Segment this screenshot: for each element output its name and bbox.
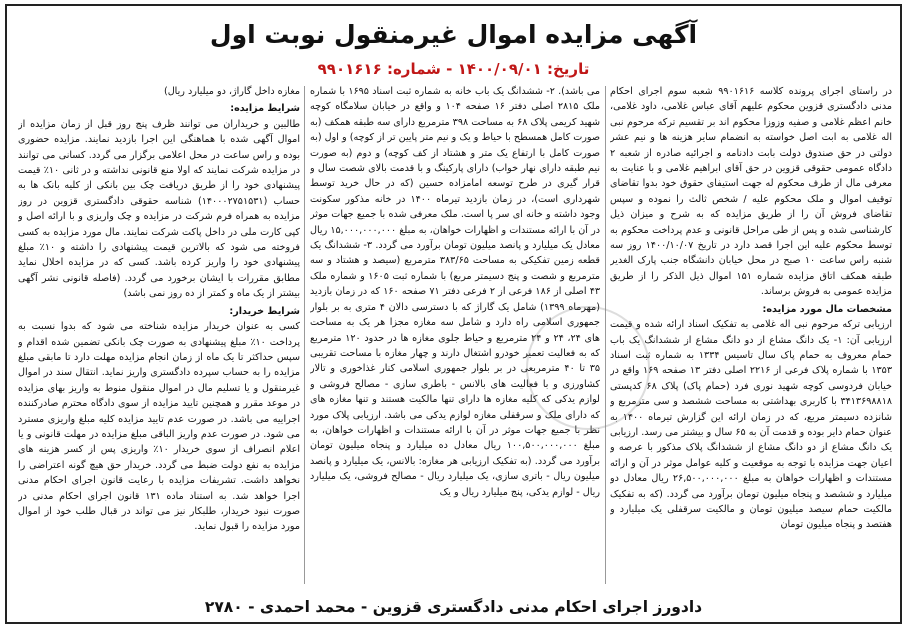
buyer-terms-paragraph: کسی به عنوان خریدار مزایده شناخته می شود که بدوا نسبت به پرداخت ۱۰٪ مبلغ پیشنهادی به صورت چک بانکی تضمین شده اقدام و سپس حداکثر تا یک ماه از زمان انجام مزایده مهلت دارد تا مابقی مبلغ مزایده را به حساب سپرده دادگستری واریز نماید. انتقال سند در اموال غیرمنقول و یا تسلیم مال در اموال منقول منوط به واریز بهای مزایده در موعد مقرر و همچنین تایید مزایده از سوی دادگاه محترم صادرکننده اجراییه می باشد. در صورت عدم تایید مزایده کلیه مبلغ واریزی مسترد می شود. در صورت عدم واریز الباقی مبلغ مزایده در مهلت قانونی و یا اعلام انصراف از سوی خریدار ۱۰٪ واریزی پس از کسر هزینه های مزایده به نفع دولت ضبط می گردد. خریدار حق هیچ گونه اعتراضی را نخواهد داشت. تشریفات مزایده با رعایت قانون اجرای احکام مدنی اجرا خواهد شد. به استناد ماده ۱۳۱ قانون اجرای احکام مدنی در صورت نبود خریدار، طلبکار نیز می تواند در قبال طلب خود از اموال مورد مزایده را قبول نماید. — [18, 321, 300, 533]
page-title: آگهی مزایده اموال غیرمنقول نوبت اول — [209, 20, 698, 49]
column-divider — [605, 86, 606, 584]
signature-line: دادورز اجرای احکام مدنی دادگستری قزوین - محمد احمدی - ۲۷۸۰ — [204, 598, 703, 616]
notice-page — [5, 4, 902, 624]
property-spec-heading: مشخصات مال مورد مزایده: — [762, 303, 892, 315]
auction-terms-heading: شرایط مزایده: — [230, 103, 300, 115]
column-left — [18, 84, 300, 584]
date-number-line: تاریخ: ۱۴۰۰/۰۹/۰۱ - شماره: ۹۹۰۱۶۱۶ — [317, 60, 590, 78]
column-divider — [304, 86, 305, 584]
property-details-paragraph: می باشد). ۲- ششدانگ یک باب خانه به شماره ثبت اسناد ۱۶۹۵ با شماره ملک ۲۸۱۵ اصلی دفتر ۱۶ صفحه ۱۰۴ و واقع در خیابان سلامگاه کوچه شهید کریمی پلاک ۶۸ به مساحت ۳۹۸ مترمربع دارای سه طبقه همکف (به صورت کامل همسطح با حیاط و یک و نیم متر پایین تر از کوچه) و اول (به صورت کامل با ارتفاع یک متر و هشتاد از کف کوچه) و دوم (به صورت نیم طبقه دارای نهار خواب) دارای پارکینگ و با قدمت بالای شصت سال و قرار گیری در طرح توسعه امامزاده حسین (که در حال خرید توسط شهرداری است)، در زمان بازدید تیرماه ۱۴۰۰ در خانه مذکور سکونت وجود داشته و خانه ای سر پا است. ملک معرفی شده با جمیع جهات موثر در آن با ارائه مستندات و اظهارات خواهان، به مبلغ ۱۵,۰۰۰,۰۰۰,۰۰۰ ریال معادل یک میلیارد و پانصد میلیون تومان برآورد می گردد. ۳- ششدانگ یک قطعه زمین تفکیکی به مساحت ۳۸۳/۶۵ مترمربع (سیصد و هشتاد و سه مترمربع و شصت و پنج دسیمتر مربع) با شماره ثبت ۱۶۰۵ و شماره ملک ۴۳ اصلی از ۱۸۶ فرعی از ۲ فرعی دفتر ۷۱ صفحه ۱۶۰ که در زمان بازدید (مهرماه ۱۳۹۹) شامل یک گاراژ که با دسترسی دالان ۴ متری به بر بلوار جمهوری اسلامی راه دارد و شامل سه مغازه مجزا هر یک به مساحت های ۲۴، ۲۴ و ۲۴ مترمربع و حیاط جلوی مغازه ها در حدود ۱۲۰ مترمربع که به فعالیت تعمیر خودرو اشتغال دارند و چهار مغازه با مساحت تقریبی ۳۵ تا ۴۰ مترمربعی در بر بلوار جمهوری اسلامی کنار غذاخوری و تالار کشاورزی و با فعالیت های بالانس - باطری سازی - مصالح فروشی و لوازم یدکی که کلیه مغازه ها دارای تنها مالکیت هستند و تنها مغازه های که دارای ملک و سرقفلی مغازه لوازم یدکی می باشد. ارزیابی پلاک مورد نظر با جمیع جهات موثر در آن با ارائه مستندات و اظهارات خواهان، به مبلغ ۱۰۰,۵۰۰,۰۰۰,۰۰۰ ریال معادل ده میلیارد و پنجاه میلیون تومان برآورد می گردد. (به تفکیک ارزیابی هر مغازه: بالانس، یک میلیارد و پانصد میلیون ریال - باتری سازی، یک میلیارد ریال - مصالح فروشی، یک میلیارد ریال - لوازم یدکی، پنج میلیارد ریال و یک — [310, 86, 600, 498]
auction-terms-paragraph: طالبین و خریداران می توانند ظرف پنج روز قبل از زمان مزایده از اموال آگهی شده با هماهنگی این اجرا بازدید نمایند. مزایده حضوری بوده و راس ساعت در محل اعلامی برگزار می گردد. کسانی می توانند در مزایده شرکت نمایند که اولا منع قانونی نداشته و در ثانی ۱۰٪ قیمت پیشنهادی خود را از طریق دریافت چک بین بانکی از کلیه بانک ها به حساب (۱۴۰۰۰۲۷۵۱۵۳۱) شناسه حقوقی دادگستری قزوین در روز مزایده به همراه فرم شرکت در مزایده و چک واریزی و با ارائه اصل و کپی کارت ملی در داخل پاکت شرکت نمایند. مال مورد مزایده به کسی فروخته می شود که بالاترین قیمت پیشنهادی را داشته و ۱۰٪ مبلغ پیشنهادی خود را واریز کرده باشد. کسی که در مزایده اخلال نماید مطابق مقررات با ایشان برخورد می گردد. (فاصله قانونی نشر آگهی بیشتر از یک ماه و کمتر از ده روز نمی باشد) — [18, 118, 300, 300]
column-middle — [310, 84, 600, 584]
intro-paragraph: در راستای اجرای پرونده کلاسه ۹۹۰۱۶۱۶ شعبه سوم اجرای احکام مدنی دادگستری قزوین محکوم علیهم آقای عباس غلامی، داود غلامی، خانم اعظم غلامی و صفیه وزوزا محکوم اند بر تقسیم ترکه مرحوم نبی اله غلامی به ابت اصل خواسته به انضمام سایر هزینه ها و نیم عشر دولتی در حق صندوق دولت بابت دادنامه و اجرائیه صادره از شعبه ۲ دادگاه عمومی حقوقی قزوین در حق آقای ابراهیم غلامی و با عنایت به معرفی مال از طرف محکوم له جهت استیفای حقوق خود بدوا تقاضای توقیف اموال و ملک محکوم علیه / شخص ثالث را نموده و سپس تقاضای فروش آن را از طریق مزایده که به شرح و میزان ذیل کارشناسی شده و پس از طی مراحل قانونی و عدم پرداخت محکوم به توسط محکوم علیه این اجرا قصد دارد در تاریخ ۱۴۰۰/۱۰/۰۷ روز سه شنبه راس ساعت ۱۰ صبح در محل خیابان دانشگاه جنب پارک الغدیر طبقه همکف اتاق مزایده شماره ۱۵۱ اموال ذیل الذکر را از طریق مزایده عمومی به فروش برساند. — [610, 86, 892, 298]
property-details-end: مغازه داخل گاراژ، دو میلیارد ریال) — [163, 86, 300, 97]
buyer-terms-heading: شرایط خریدار: — [229, 305, 300, 317]
column-right — [610, 84, 892, 584]
property-spec-paragraph: ارزیابی ترکه مرحوم نبی اله غلامی به تفکیک اسناد ارائه شده و قیمت ارزیابی آن: ۱- یک دانگ مشاع از دو دانگ مشاع از ششدانگ یک باب حمام معروف به حمام پاک سال تاسیس ۱۳۳۴ به شماره ثبت اسناد ۱۳۵۳ با شماره پلاک فرعی از ۲۲۱۶ اصلی دفتر ۱۳ صفحه ۱۶۹ واقع در خیابان فردوسی کوچه شهید نوری فرد (حمام پاک) پلاک ۶۸ کدپستی ۳۴۱۳۶۹۸۸۱۸ با کاربری بهداشتی به مساحت ششصد و سی مترمربع و شانزده دسیمتر مربع، که در زمان ارائه این گزارش تیرماه ۱۴۰۰ به عنوان حمام دایر بوده و قدمت آن به ۶۵ سال و بیشتر می رسد. ارزیابی یک دانگ مشاع از دو دانگ مشاع از ششدانگ پلاک مذکور با عرصه و اعیان جهت مزایده با توجه به موقعیت و کلیه عوامل موثر در آن و ارائه مستندات و اظهارات خواهان به مبلغ ۲۶,۵۰۰,۰۰۰,۰۰۰ ریال معادل دو میلیارد و ششصد و پنجاه میلیون تومان برآورد می گردد. (که به تفکیک مالکیت حمام سیصد میلیون تومان و مالکیت سرقفلی یک میلیارد و هفتصد و پنجاه میلیون تومان — [610, 319, 892, 531]
